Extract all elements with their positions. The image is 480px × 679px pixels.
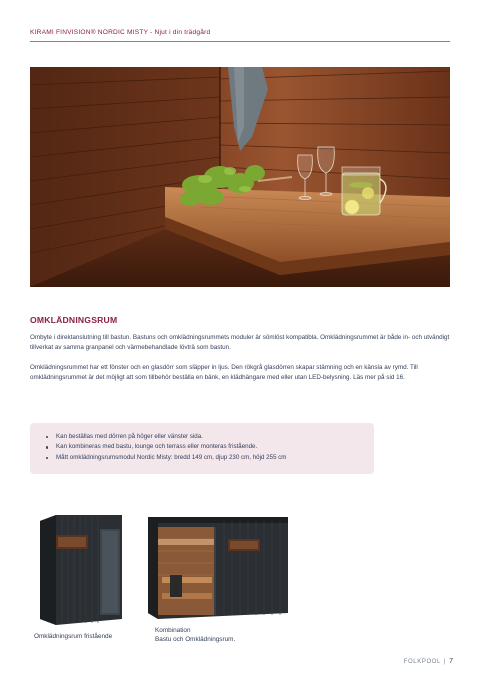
- detail-paragraph: Omklädningsrummet har ett fönster och en glasdörr som släpper in ljus. Den rökgrå glasdörren skapar stämning och en känsla av rymd. Till omklädningsrummet är det möjligt att som tillbehör beställa en bänk, en klädhängare med eller utan LED-belysning. Läs mer på sid 16.: [30, 364, 418, 381]
- caption-combination-line1: Kombination: [155, 627, 191, 634]
- sauna-interior-photo: [30, 67, 450, 287]
- intro-paragraph: Ombyte i direktanslutning till bastun. Bastuns och omklädningsrummets moduler är sömlöst kompatibla. Omklädningsrummet är både in- och utvändigt tillverkat av samma granpanel och värmebehandlade lövträ som bastun.: [30, 334, 450, 351]
- footer-separator: |: [443, 659, 447, 665]
- section-title: OMKLÄDNINGSRUM: [30, 315, 118, 325]
- list-item: Mått omklädningsrumsmodul Nordic Misty: bredd 149 cm, djup 230 cm, höjd 255 cm: [46, 453, 374, 463]
- sauna-changing-room-combination-image: [148, 517, 288, 624]
- footer-brand: FOLKPOOL: [403, 659, 441, 665]
- list-item: Kan kombineras med bastu, lounge och terrass eller monteras fristående.: [46, 442, 374, 452]
- page-header: KIRAMI FINVISION® NORDIC MISTY - Njut i din trädgård: [30, 29, 211, 36]
- caption-combination-line2: Bastu och Omklädningsrum.: [155, 636, 236, 644]
- page-number: 7: [449, 658, 453, 665]
- header-divider: [30, 41, 450, 42]
- feature-list: [30, 423, 374, 463]
- page-footer: [404, 658, 453, 665]
- caption-combination: [155, 626, 235, 644]
- feature-box: [30, 423, 374, 474]
- list-item: Kan beställas med dörren på höger eller vänster sida.: [46, 432, 374, 442]
- changing-room-standalone-image: [40, 515, 122, 630]
- caption-standalone: Omklädningsrum fristående: [34, 633, 113, 640]
